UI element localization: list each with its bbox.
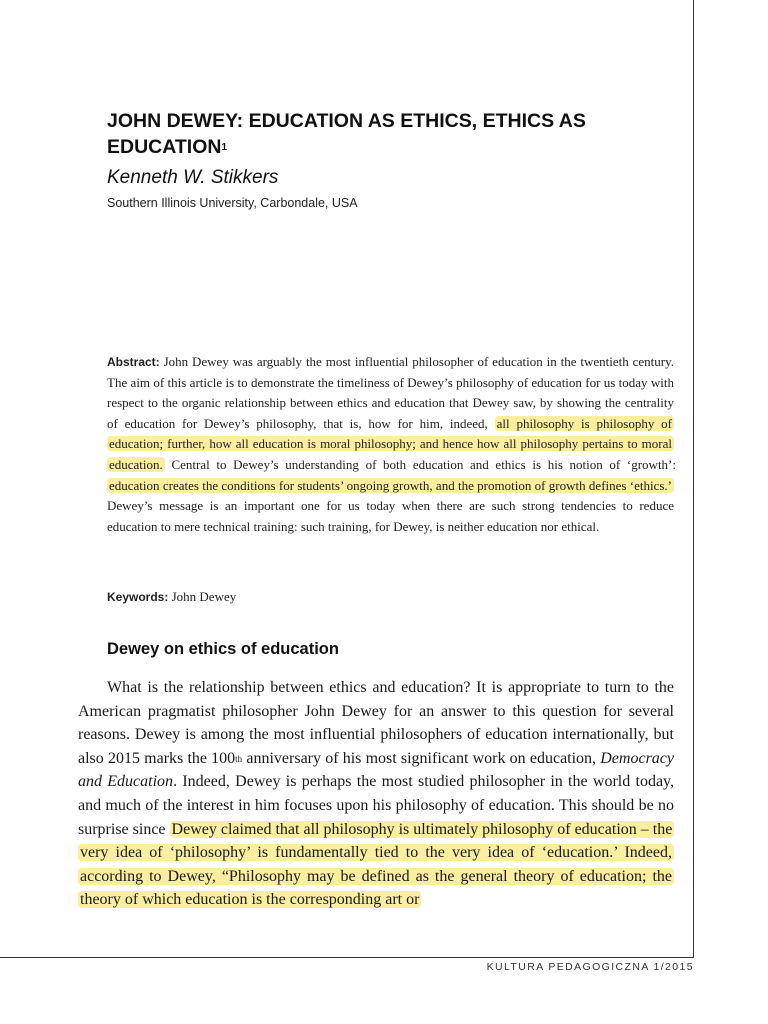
body-text-1: What is the relationship between ethics and education? It is appropriate to turn to the American pragmatist philosopher John Dewey for an answer to this question for several reasons. Dewey is among the most influential philosophers of education internationally, but also 2015 marks the 100 [78, 679, 674, 767]
abstract-text-3: Dewey’s message is an important one for us today when there are such strong tendencies to reduce education to mere technical training: such training, for Dewey, is neither education nor ethical. [107, 498, 674, 534]
keywords-value: John Dewey [168, 589, 237, 604]
book-title: Democracy and Education [78, 749, 674, 791]
body-text-2: anniversary of his most significant work on education, [242, 749, 601, 767]
title-footnote-marker[interactable]: 1 [221, 142, 228, 153]
section-heading: Dewey on ethics of education [107, 640, 339, 658]
article-title [107, 108, 627, 160]
abstract-text-2: Central to Dewey’s understanding of both education and ethics is his notion of ‘growth’: [164, 456, 676, 472]
article-title-text: JOHN DEWEY: EDUCATION AS ETHICS, ETHICS AS EDUCATION [107, 110, 586, 158]
abstract-highlight-2: education creates the conditions for students’ ongoing growth, and the promotion of growth defines ‘ethics.’ [109, 477, 672, 493]
author-affiliation: Southern Illinois University, Carbondale, USA [107, 196, 358, 210]
abstract-text-1: John Dewey was arguably the most influential philosopher of education in the twentieth century. The aim of this article is to demonstrate the timeliness of Dewey’s philosophy of education for us today with respect to the organic relationship between ethics and education that Dewey saw, by showing the centrality of education for Dewey’s philosophy, that is, how for him, indeed, [107, 354, 674, 431]
body-text-3: . Indeed, Dewey is perhaps the most studied philosopher in the world today, and much of the interest in him focuses upon his philosophy of education. This should be no surprise since [78, 773, 675, 838]
body-highlight: Dewey claimed that all philosophy is ultimately philosophy of education – the very idea of ‘philosophy’ is fundamentally tied to the very idea of ‘education.’ Indeed, according to Dewey, “Philosophy may be defined as the general theory of education; the theory of which education is the corresponding art or [80, 820, 673, 909]
keywords-line [107, 587, 236, 607]
ordinal-suffix: th [235, 753, 243, 764]
page-border-right [693, 0, 694, 958]
abstract-label: Abstract: [107, 355, 160, 369]
abstract-paragraph [107, 352, 674, 537]
keywords-label: Keywords: [107, 590, 169, 604]
page-border-bottom [0, 957, 694, 958]
journal-footer: KULTURA PEDAGOGICZNA 1/2015 [486, 961, 694, 973]
body-paragraph [78, 676, 674, 912]
author-name: Kenneth W. Stikkers [107, 167, 279, 188]
abstract-highlight-1: all philosophy is philosophy of education; further, how all education is moral philosophy; and hence how all philosophy pertains to moral education. [109, 415, 672, 472]
